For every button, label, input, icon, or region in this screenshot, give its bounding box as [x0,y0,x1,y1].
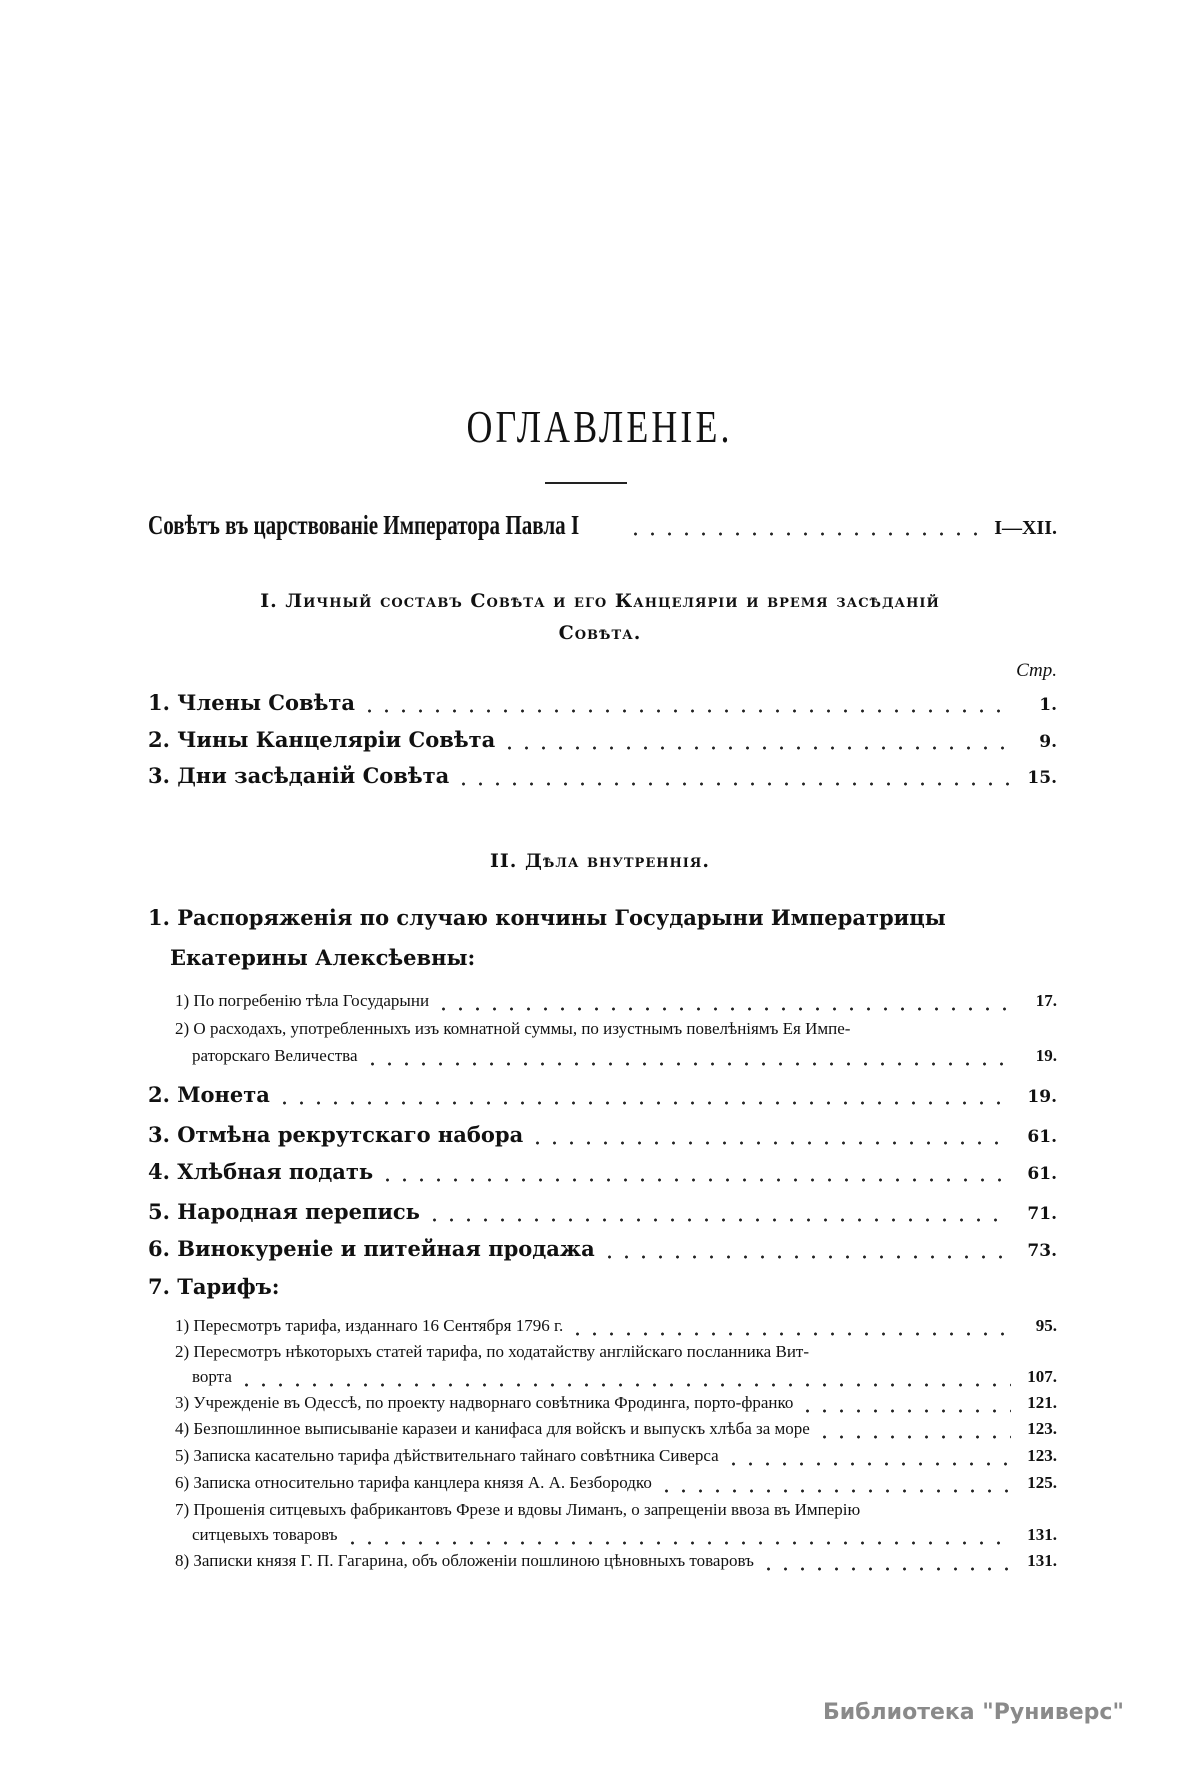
toc-entry-page: 123. [1027,1419,1057,1438]
toc-entry-page: 1. [1039,695,1057,715]
toc-entry-page: 19. [1027,1087,1057,1107]
dot-leader [435,1007,1011,1011]
toc-entry-page: 131. [1027,1551,1057,1570]
toc-entry-label: 5) Записка касательно тарифа дѣйствительнаго тайнаго совѣтника Сиверса [175,1446,719,1465]
toc-entry[interactable] [148,690,1057,715]
toc-entry[interactable] [148,1122,1057,1147]
toc-entry-label: 2. Монета [148,1082,270,1107]
toc-entry-label: ситцевыхъ товаровъ [192,1525,338,1544]
toc-entry-page: 71. [1027,1204,1057,1224]
toc-entry-page: 121. [1027,1393,1057,1412]
dot-leader [529,1141,1011,1145]
toc-subentry[interactable] [175,991,1057,1011]
toc-subentry[interactable] [192,1046,1057,1066]
toc-entry-page: 73. [1027,1241,1057,1261]
toc-entry-page: 19. [1035,1046,1057,1065]
section-heading-1: I. Личный составъ Совѣта и его Канцеляріи и время засѣданій [260,590,940,612]
dot-leader [725,1462,1011,1466]
toc-entry-label: 3. Дни засѣданій Совѣта [148,763,450,788]
toc-entry-label: 3) Учрежденіе въ Одессѣ, по проекту надворнаго совѣтника Фродинга, порто-франко [175,1393,794,1412]
toc-entry-label: 6) Записка относительно тарифа канцлера князя А. А. Безбородко [175,1473,652,1492]
toc-subentry-line: 2) Пересмотръ нѣкоторыхъ статей тарифа, по ходатайству англійскаго посланника Вит- [175,1342,810,1361]
toc-subentry[interactable] [192,1525,1057,1545]
toc-entry-page: 107. [1027,1367,1057,1386]
toc-entry[interactable] [148,1199,1057,1224]
toc-entry-page: 123. [1027,1446,1057,1465]
toc-entry-label: раторскаго Величества [192,1046,358,1065]
dot-leader [455,782,1011,786]
toc-entry-page: 125. [1027,1473,1057,1492]
toc-entry[interactable] [148,1159,1057,1184]
toc-entry[interactable] [148,763,1057,788]
toc-subentry[interactable] [175,1419,1057,1439]
toc-entry-label: 2. Чины Канцеляріи Совѣта [148,727,496,752]
toc-entry-page: 95. [1035,1316,1057,1335]
toc-entry-label: 6. Винокуреніе и питейная продажа [148,1236,595,1261]
toc-entry-page: 61. [1027,1127,1057,1147]
dot-leader [344,1541,1011,1545]
toc-entry-label: 5. Народная перепись [148,1199,420,1224]
toc-entry-label: 3. Отмѣна рекрутскаго набора [148,1122,524,1147]
toc-subentry-line: 7) Прошенія ситцевыхъ фабрикантовъ Фрезе и вдовы Лиманъ, о запрещеніи ввоза въ Имперію [175,1500,861,1519]
page-column-label: Стр. [1016,660,1057,681]
section-heading-1-cont: Совѣта. [558,622,642,644]
toc-entry-page: 9. [1039,732,1057,752]
dot-leader [238,1383,1011,1387]
toc-entry[interactable] [148,1236,1057,1261]
toc-subentry[interactable] [175,1551,1057,1571]
dot-leader [799,1409,1011,1413]
toc-entry-label: 4) Безпошлинное выписываніе каразеи и канифаса для войскъ и выпускъ хлѣба за море [175,1419,810,1438]
dot-leader [601,1255,1011,1259]
dot-leader [658,1489,1011,1493]
toc-entry-label: Совѣтъ въ царствованіе Императора Павла I [148,510,580,540]
toc-subentry[interactable] [192,1367,1057,1387]
toc-entry[interactable] [148,1082,1057,1107]
toc-subentry[interactable] [175,1316,1057,1336]
toc-entry-label: 4. Хлѣбная подать [148,1159,374,1184]
toc-entry-heading-cont: Екатерины Алексѣевны: [170,945,476,970]
dot-leader [276,1101,1011,1105]
dot-leader [361,709,1011,713]
toc-entry-intro[interactable] [148,510,1057,541]
toc-entry-label: 1) По погребенію тѣла Государыни [175,991,430,1010]
toc-entry-page: 61. [1027,1164,1057,1184]
toc-entry-page: 131. [1027,1525,1057,1544]
toc-subentry[interactable] [175,1446,1057,1466]
dot-leader [379,1178,1011,1182]
dot-leader [426,1218,1011,1222]
toc-entry-page: 15. [1027,768,1057,788]
toc-subentry[interactable] [175,1393,1057,1413]
toc-entry-label: ворта [192,1367,232,1386]
toc-entry-label: 8) Записки князя Г. П. Гагарина, объ обложеніи пошлиною цѣновныхъ товаровъ [175,1551,754,1570]
library-watermark: Библиотека "Руниверс" [823,1700,1124,1725]
dot-leader [816,1435,1011,1439]
dot-leader [627,532,988,536]
toc-subentry[interactable] [175,1473,1057,1493]
toc-entry-heading: 1. Распоряженія по случаю кончины Государыни Императрицы [148,905,946,930]
toc-subentry-line: 2) О расходахъ, употребленныхъ изъ комнатной суммы, по изустнымъ повелѣніямъ Ея Импе- [175,1019,851,1038]
toc-entry[interactable] [148,727,1057,752]
toc-entry-label: 1. Члены Совѣта [148,690,356,715]
toc-entry-label: 1) Пересмотръ тарифа, изданнаго 16 Сентября 1796 г. [175,1316,564,1335]
toc-entry-page: 17. [1035,991,1057,1010]
dot-leader [569,1332,1011,1336]
page-title: ОГЛАВЛЕНІЕ. [466,401,734,452]
title-divider [545,482,627,484]
toc-entry-page: I—XII. [994,517,1057,539]
dot-leader [501,746,1011,750]
section-heading-2: II. Дѣла внутреннія. [490,850,710,872]
dot-leader [364,1062,1011,1066]
toc-entry-heading: 7. Тарифъ: [148,1274,280,1299]
dot-leader [760,1567,1011,1571]
